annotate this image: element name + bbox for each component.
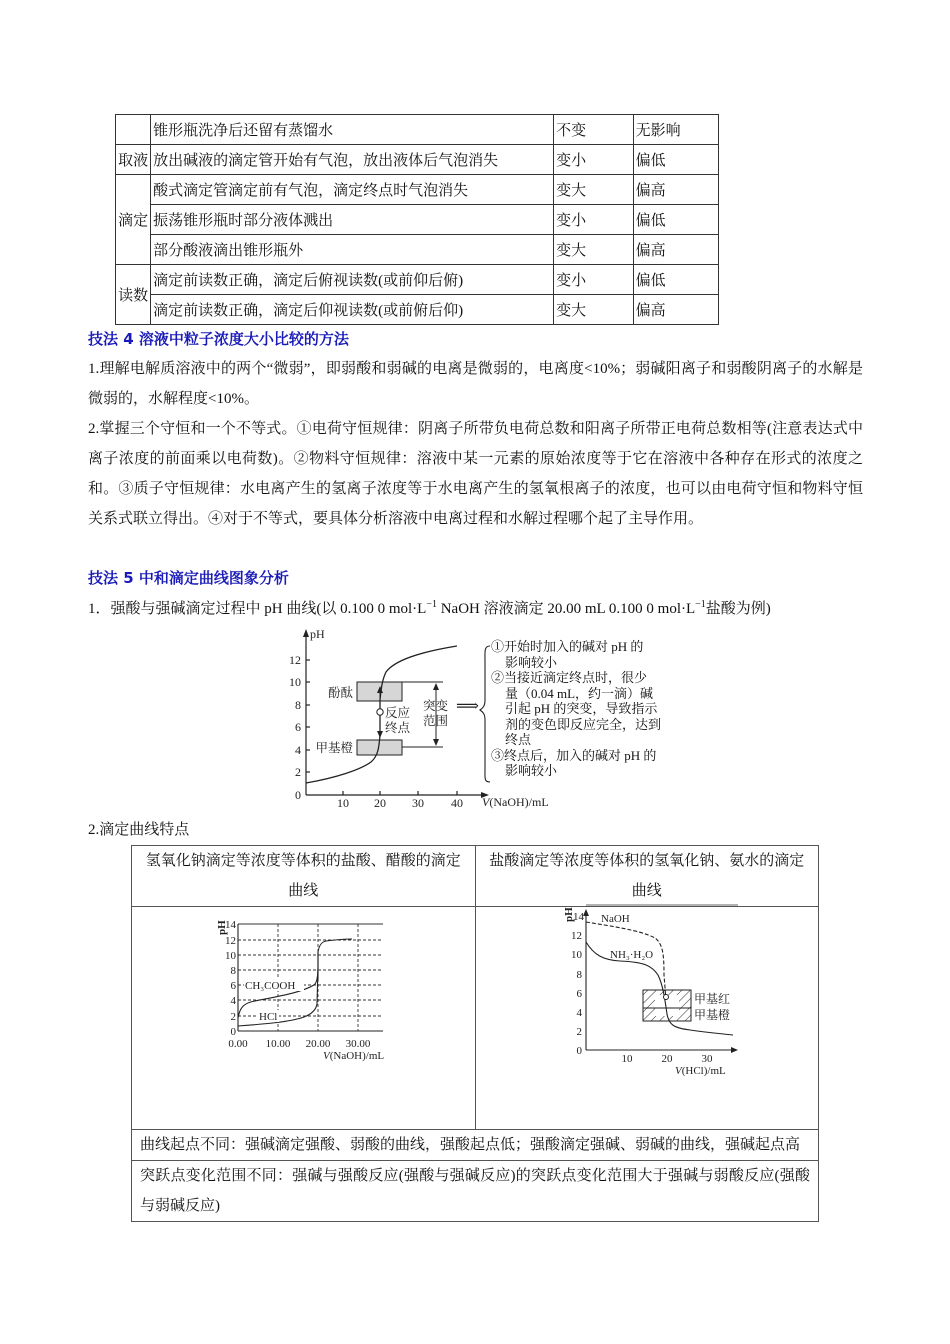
phenolphthalein-label: 酚酞 bbox=[327, 686, 353, 700]
implies-arrow-icon: ⟹ bbox=[456, 698, 479, 715]
y-tick: 12 bbox=[571, 930, 582, 942]
y-tick: 14 bbox=[573, 911, 584, 923]
methyl-red-label: 甲基红 bbox=[694, 992, 731, 1006]
hcl-label: HCl bbox=[259, 1011, 278, 1023]
result-cell: 无影响 bbox=[633, 115, 718, 145]
volume-change-cell: 变大 bbox=[554, 175, 633, 205]
y-axis-label: pH bbox=[310, 627, 325, 641]
naoh-label: NaOH bbox=[601, 913, 630, 925]
y-axis-label: pH bbox=[216, 920, 228, 935]
ch3cooh-label: CH₃COOH bbox=[245, 980, 296, 992]
x-axis-label: V(HCl)/mL bbox=[675, 1065, 726, 1077]
y-tick: 2 bbox=[295, 765, 301, 779]
item-1-prefix: 1．强酸与强碱滴定过程中 pH 曲线(以 0.100 0 mol·L bbox=[88, 601, 427, 617]
x-tick: 30 bbox=[412, 796, 424, 810]
superscript: −1 bbox=[695, 599, 706, 610]
note-line: ①开始时加入的碱对 pH 的 bbox=[491, 639, 644, 654]
table-row bbox=[116, 175, 719, 205]
y-tick: 6 bbox=[295, 720, 301, 734]
y-tick: 0 bbox=[295, 788, 301, 802]
note-line: 终点 bbox=[505, 732, 532, 747]
x-tick: 30.00 bbox=[345, 1038, 371, 1050]
x-tick: 0.00 bbox=[228, 1038, 248, 1050]
y-tick: 6 bbox=[230, 980, 236, 992]
operation-cell: 振荡锥形瓶时部分液体溅出 bbox=[151, 205, 554, 235]
x-tick: 30 bbox=[701, 1053, 713, 1065]
result-cell: 偏高 bbox=[633, 235, 718, 265]
endpoint-label: 反应 bbox=[385, 706, 411, 720]
note-line: 引起 pH 的突变，导致指示 bbox=[505, 701, 658, 716]
category-cell: 滴定 bbox=[116, 175, 151, 265]
section-heading-4: 技法 4 溶液中粒子浓度大小比较的方法 bbox=[88, 330, 349, 348]
item-1-text bbox=[88, 597, 771, 618]
category-cell bbox=[116, 115, 151, 145]
y-tick: 2 bbox=[230, 1011, 236, 1023]
item-1-suffix: 盐酸为例) bbox=[705, 601, 771, 617]
note-line: ②当接近滴定终点时，很少 bbox=[491, 670, 648, 685]
endpoint-marker bbox=[664, 995, 669, 1000]
error-analysis-table bbox=[115, 114, 719, 325]
table-row bbox=[116, 145, 719, 175]
category-cell: 读数 bbox=[116, 265, 151, 325]
result-cell: 偏高 bbox=[633, 295, 718, 325]
header-right: 盐酸滴定等浓度等体积的氢氧化钠、氨水的滴定曲线 bbox=[475, 846, 819, 907]
y-tick: 14 bbox=[225, 919, 236, 931]
hcl-titration-bases-chart bbox=[550, 900, 750, 1080]
y-tick: 12 bbox=[289, 653, 301, 667]
x-tick: 10.00 bbox=[265, 1038, 291, 1050]
jump-range-label: 范围 bbox=[423, 714, 449, 728]
volume-change-cell: 变小 bbox=[554, 145, 633, 175]
result-cell: 偏高 bbox=[633, 175, 718, 205]
item-1-mid: NaOH 溶液滴定 20.00 mL 0.100 0 mol·L bbox=[436, 601, 696, 617]
note-line: 影响较小 bbox=[505, 763, 558, 778]
table-row bbox=[116, 265, 719, 295]
operation-cell: 滴定前读数正确，滴定后仰视读数(或前俯后仰) bbox=[151, 295, 554, 325]
x-tick: 20.00 bbox=[305, 1038, 331, 1050]
x-axis-label: V(NaOH)/mL bbox=[323, 1050, 385, 1062]
category-cell: 取液 bbox=[116, 145, 151, 175]
superscript: −1 bbox=[426, 599, 437, 610]
table-row bbox=[116, 235, 719, 265]
y-tick: 6 bbox=[576, 988, 582, 1000]
y-tick: 4 bbox=[576, 1007, 582, 1019]
volume-change-cell: 变小 bbox=[554, 265, 633, 295]
volume-change-cell: 变大 bbox=[554, 295, 633, 325]
endpoint-label: 终点 bbox=[385, 721, 411, 735]
result-cell: 偏低 bbox=[633, 145, 718, 175]
table-row bbox=[116, 295, 719, 325]
nh3-label: NH₃·H₂O bbox=[610, 949, 654, 961]
x-tick: 10 bbox=[621, 1053, 633, 1065]
y-tick: 12 bbox=[225, 935, 236, 947]
item-2-text: 2.滴定曲线特点 bbox=[88, 822, 190, 838]
note-line: 量（0.04 mL，约一滴）碱 bbox=[505, 685, 654, 701]
y-tick: 10 bbox=[289, 675, 301, 689]
y-tick: 4 bbox=[295, 743, 301, 757]
result-cell: 偏低 bbox=[633, 205, 718, 235]
y-axis-label: pH bbox=[563, 907, 575, 922]
y-tick: 10 bbox=[571, 949, 582, 961]
brace-icon bbox=[480, 646, 490, 782]
note-line: ③终点后，加入的碱对 pH 的 bbox=[491, 747, 657, 763]
y-tick: 8 bbox=[576, 969, 582, 981]
jump-range-label: 突变 bbox=[423, 699, 449, 713]
operation-cell: 放出碱液的滴定管开始有气泡，放出液体后气泡消失 bbox=[151, 145, 554, 175]
y-tick: 4 bbox=[230, 995, 236, 1007]
operation-cell: 锥形瓶洗净后还留有蒸馏水 bbox=[151, 115, 554, 145]
table-row bbox=[116, 205, 719, 235]
table-header-row bbox=[132, 846, 819, 907]
y-tick: 2 bbox=[576, 1026, 582, 1038]
naoh-titration-acids-chart bbox=[215, 910, 395, 1065]
methyl-orange-label: 甲基橙 bbox=[694, 1008, 731, 1022]
x-tick: 10 bbox=[337, 796, 349, 810]
operation-cell: 酸式滴定管滴定前有气泡，滴定终点时气泡消失 bbox=[151, 175, 554, 205]
ch3cooh-curve bbox=[238, 939, 352, 1018]
volume-change-cell: 变大 bbox=[554, 235, 633, 265]
paragraph-1: 1.理解电解质溶液中的两个“微弱”，即弱酸和弱碱的电离是微弱的，电离度<10%；弱碱阳离子和弱酸阴离子的水解是微弱的，水解程度<10%。 bbox=[88, 361, 863, 407]
y-tick: 10 bbox=[225, 950, 236, 962]
paragraph-2: 2.掌握三个守恒和一个不等式。①电荷守恒规律：阴离子所带负电荷总数和阳离子所带正电荷总数相等(注意表达式中离子浓度的前面乘以电荷数)。②物料守恒规律：溶液中某一元素的原始浓度等于它在溶液中各种存在形式的浓度之和。③质子守恒规律：水电离产生的氢离子浓度等于水电离产生的氢氧根离子的浓度，也可以由电荷守恒和物料守恒关系式联立得出。④对于不等式，要具体分析溶液中电离过程和水解过程哪个起了主导作用。 bbox=[88, 421, 863, 527]
table-row bbox=[132, 1161, 819, 1222]
y-tick: 0 bbox=[576, 1045, 582, 1057]
x-tick: 20 bbox=[661, 1053, 673, 1065]
x-tick: 40 bbox=[451, 796, 463, 810]
y-tick: 8 bbox=[295, 698, 301, 712]
chart-notes bbox=[491, 639, 661, 779]
operation-cell: 滴定前读数正确，滴定后俯视读数(或前仰后俯) bbox=[151, 265, 554, 295]
endpoint-marker bbox=[377, 709, 383, 715]
x-axis-label: V(NaOH)/mL bbox=[482, 795, 549, 809]
table-row bbox=[116, 115, 719, 145]
start-point-note: 曲线起点不同：强碱滴定强酸、弱酸的曲线，强酸起点低；强酸滴定强碱、弱碱的曲线，强碱起点高 bbox=[132, 1130, 819, 1161]
y-tick: 0 bbox=[230, 1026, 236, 1038]
result-cell: 偏低 bbox=[633, 265, 718, 295]
y-tick: 8 bbox=[230, 965, 236, 977]
operation-cell: 部分酸液滴出锥形瓶外 bbox=[151, 235, 554, 265]
jump-range-note: 突跃点变化范围不同：强碱与强酸反应(强酸与强碱反应)的突跃点变化范围大于强碱与弱酸反应(强酸与弱碱反应) bbox=[132, 1161, 819, 1222]
table-row bbox=[132, 1130, 819, 1161]
volume-change-cell: 变小 bbox=[554, 205, 633, 235]
methyl-orange-label: 甲基橙 bbox=[315, 741, 353, 755]
volume-change-cell: 不变 bbox=[554, 115, 633, 145]
x-tick: 20 bbox=[374, 796, 386, 810]
note-line: 剂的变色即反应完全，达到 bbox=[505, 716, 662, 732]
header-left: 氢氧化钠滴定等浓度等体积的盐酸、醋酸的滴定曲线 bbox=[132, 846, 476, 907]
note-line: 影响较小 bbox=[505, 654, 558, 670]
section-heading-5: 技法 5 中和滴定曲线图象分析 bbox=[88, 569, 289, 587]
